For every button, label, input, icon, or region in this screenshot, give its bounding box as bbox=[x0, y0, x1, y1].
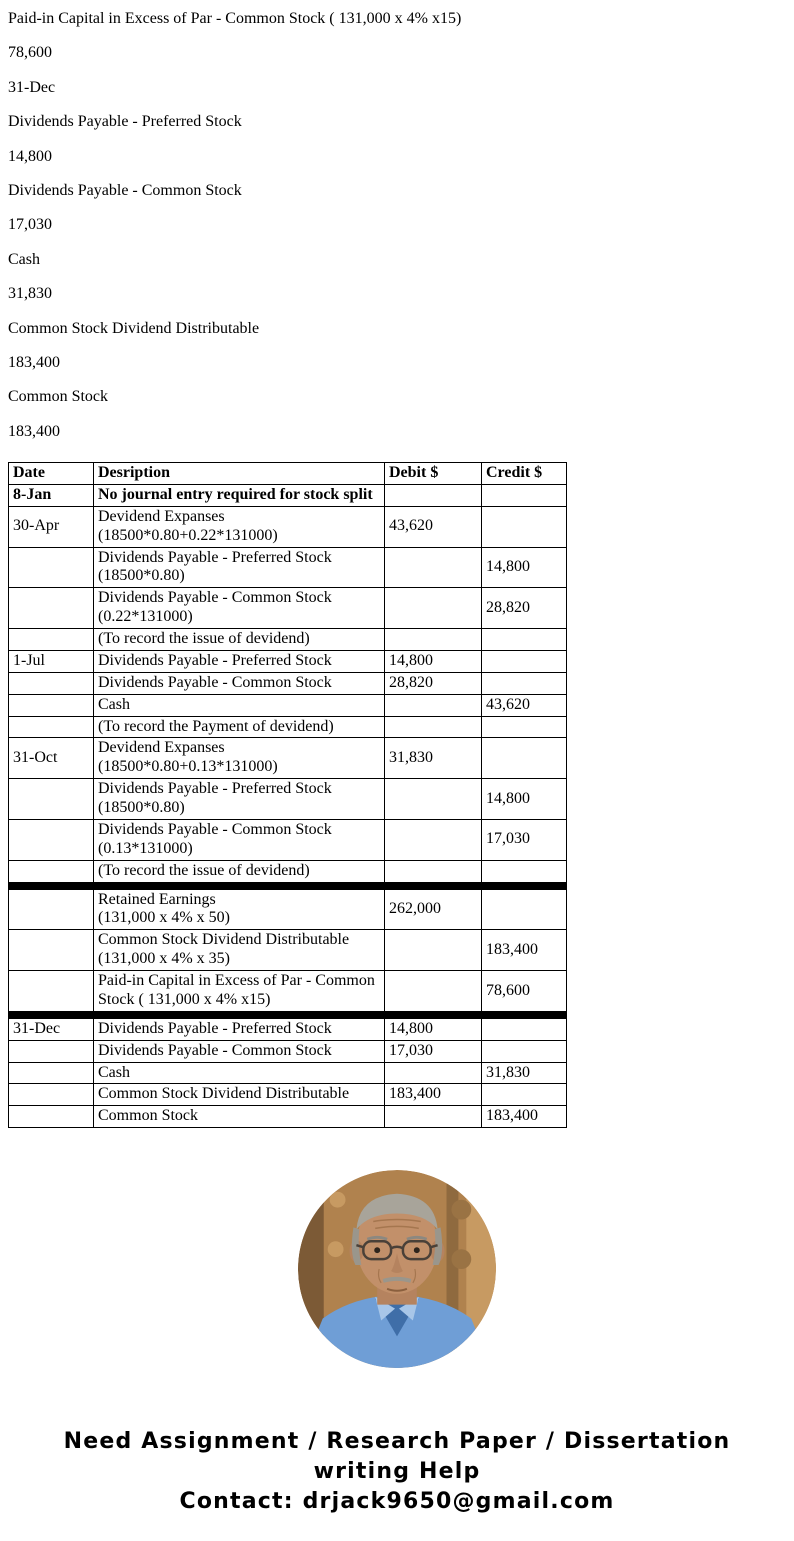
description-cell bbox=[94, 716, 385, 738]
credit-cell: 14,800 bbox=[482, 547, 567, 588]
table-row bbox=[9, 650, 567, 672]
date-cell bbox=[9, 547, 94, 588]
description-formula: (18500*0.80+0.22*131000) bbox=[98, 526, 278, 544]
description-text: No journal entry required for stock split bbox=[98, 485, 373, 503]
date-cell bbox=[9, 971, 94, 1012]
table-row bbox=[9, 860, 567, 882]
avatar-section bbox=[8, 1170, 786, 1373]
intro-line: Cash bbox=[8, 250, 40, 268]
table-row bbox=[9, 588, 567, 629]
description-formula: (18500*0.80+0.13*131000) bbox=[98, 758, 278, 776]
promo-line-2: writing Help bbox=[313, 1459, 481, 1485]
debit-cell bbox=[385, 779, 482, 820]
intro-line: 31,830 bbox=[8, 285, 52, 303]
description-cell bbox=[94, 819, 385, 860]
description-text: Dividends Payable - Preferred Stock bbox=[98, 780, 332, 798]
description-text: Common Stock bbox=[98, 1107, 199, 1125]
description-text: (To record the Payment of devidend) bbox=[98, 717, 334, 735]
date-cell: 1-Jul bbox=[9, 650, 94, 672]
date-cell bbox=[9, 1084, 94, 1106]
description-cell bbox=[94, 1106, 385, 1128]
intro-section bbox=[8, 10, 786, 441]
description-cell bbox=[94, 694, 385, 716]
debit-cell: 28,820 bbox=[385, 672, 482, 694]
description-cell bbox=[94, 860, 385, 882]
table-row bbox=[9, 506, 567, 547]
table-row bbox=[9, 1106, 567, 1128]
debit-cell bbox=[385, 716, 482, 738]
credit-cell bbox=[482, 1018, 567, 1040]
credit-cell: 14,800 bbox=[482, 779, 567, 820]
description-text: Devidend Expanses bbox=[98, 739, 225, 757]
date-cell bbox=[9, 889, 94, 930]
debit-cell: 31,830 bbox=[385, 738, 482, 779]
description-text: Dividends Payable - Preferred Stock bbox=[98, 1019, 332, 1037]
description-cell bbox=[94, 588, 385, 629]
description-cell bbox=[94, 1084, 385, 1106]
credit-cell bbox=[482, 860, 567, 882]
debit-cell bbox=[385, 484, 482, 506]
intro-line: 31-Dec bbox=[8, 78, 56, 96]
date-cell: 31-Dec bbox=[9, 1018, 94, 1040]
description-formula: (18500*0.80) bbox=[98, 567, 185, 585]
description-text: Dividends Payable - Preferred Stock bbox=[98, 651, 332, 669]
debit-cell bbox=[385, 547, 482, 588]
description-text: (To record the issue of devidend) bbox=[98, 861, 310, 879]
tutor-avatar-photo bbox=[298, 1170, 496, 1368]
debit-cell bbox=[385, 629, 482, 651]
debit-cell bbox=[385, 588, 482, 629]
description-text: Dividends Payable - Common Stock bbox=[98, 673, 332, 691]
journal-entries-table bbox=[8, 462, 567, 1128]
header-debit: Debit $ bbox=[385, 463, 482, 485]
date-cell bbox=[9, 1062, 94, 1084]
table-row bbox=[9, 629, 567, 651]
date-cell bbox=[9, 694, 94, 716]
intro-line: Dividends Payable - Common Stock bbox=[8, 181, 242, 199]
table-row bbox=[9, 738, 567, 779]
description-formula: (0.22*131000) bbox=[98, 608, 193, 626]
intro-line: Paid-in Capital in Excess of Par - Common Stock ( 131,000 x 4% x15) bbox=[8, 10, 462, 27]
description-text: Retained Earnings bbox=[98, 890, 216, 908]
table-row bbox=[9, 889, 567, 930]
promo-contact-email: Contact: drjack9650@gmail.com bbox=[179, 1489, 615, 1515]
table-row bbox=[9, 672, 567, 694]
table-row bbox=[9, 484, 567, 506]
credit-cell bbox=[482, 650, 567, 672]
table-row bbox=[9, 694, 567, 716]
table-row bbox=[9, 971, 567, 1012]
table-row bbox=[9, 1040, 567, 1062]
date-cell: 30-Apr bbox=[9, 506, 94, 547]
table-row bbox=[9, 1018, 567, 1040]
intro-line: 183,400 bbox=[8, 422, 60, 440]
journal-table-body bbox=[9, 484, 567, 1127]
promo-line-1: Need Assignment / Research Paper / Dissertation bbox=[63, 1429, 731, 1455]
intro-line: Dividends Payable - Preferred Stock bbox=[8, 113, 242, 131]
description-cell bbox=[94, 672, 385, 694]
separator-cell bbox=[9, 882, 567, 889]
description-cell bbox=[94, 484, 385, 506]
table-row bbox=[9, 547, 567, 588]
description-cell bbox=[94, 738, 385, 779]
description-text: Dividends Payable - Common Stock bbox=[98, 1041, 332, 1059]
table-row bbox=[9, 819, 567, 860]
description-text: Devidend Expanses bbox=[98, 507, 225, 525]
date-cell: 8-Jan bbox=[9, 484, 94, 506]
table-row bbox=[9, 930, 567, 971]
description-cell bbox=[94, 650, 385, 672]
credit-cell bbox=[482, 629, 567, 651]
description-cell bbox=[94, 930, 385, 971]
page-content bbox=[0, 10, 794, 1541]
date-cell bbox=[9, 819, 94, 860]
date-cell bbox=[9, 779, 94, 820]
description-text: Cash bbox=[98, 1063, 130, 1081]
credit-cell bbox=[482, 716, 567, 738]
header-date: Date bbox=[9, 463, 94, 485]
intro-line: Common Stock Dividend Distributable bbox=[8, 319, 260, 337]
date-cell bbox=[9, 1106, 94, 1128]
intro-line: 14,800 bbox=[8, 147, 52, 165]
separator-cell bbox=[9, 1011, 567, 1018]
description-cell bbox=[94, 779, 385, 820]
description-text: (To record the issue of devidend) bbox=[98, 630, 310, 648]
description-cell bbox=[94, 889, 385, 930]
description-formula: (131,000 x 4% x 50) bbox=[98, 909, 230, 927]
debit-cell: 183,400 bbox=[385, 1084, 482, 1106]
debit-cell bbox=[385, 860, 482, 882]
section-separator-row bbox=[9, 882, 567, 889]
debit-cell bbox=[385, 1106, 482, 1128]
description-text: Common Stock Dividend Distributable bbox=[98, 931, 350, 949]
table-header-row bbox=[9, 463, 567, 485]
debit-cell bbox=[385, 971, 482, 1012]
description-text: Common Stock Dividend Distributable bbox=[98, 1085, 350, 1103]
date-cell bbox=[9, 1040, 94, 1062]
debit-cell bbox=[385, 694, 482, 716]
promo-footer bbox=[8, 1427, 786, 1541]
debit-cell bbox=[385, 930, 482, 971]
credit-cell: 78,600 bbox=[482, 971, 567, 1012]
table-row bbox=[9, 1062, 567, 1084]
description-cell bbox=[94, 547, 385, 588]
description-text: Cash bbox=[98, 695, 130, 713]
table-row bbox=[9, 716, 567, 738]
credit-cell bbox=[482, 738, 567, 779]
table-row bbox=[9, 1084, 567, 1106]
intro-line: 183,400 bbox=[8, 353, 60, 371]
description-text: Dividends Payable - Preferred Stock bbox=[98, 548, 332, 566]
header-description: Desription bbox=[94, 463, 385, 485]
credit-cell: 183,400 bbox=[482, 930, 567, 971]
credit-cell: 183,400 bbox=[482, 1106, 567, 1128]
header-credit: Credit $ bbox=[482, 463, 567, 485]
description-formula: (18500*0.80) bbox=[98, 799, 185, 817]
description-text: Dividends Payable - Common Stock bbox=[98, 589, 332, 607]
date-cell bbox=[9, 716, 94, 738]
credit-cell: 31,830 bbox=[482, 1062, 567, 1084]
credit-cell: 28,820 bbox=[482, 588, 567, 629]
credit-cell bbox=[482, 672, 567, 694]
description-cell bbox=[94, 1018, 385, 1040]
date-cell bbox=[9, 588, 94, 629]
debit-cell: 262,000 bbox=[385, 889, 482, 930]
section-separator-row bbox=[9, 1011, 567, 1018]
description-cell bbox=[94, 971, 385, 1012]
description-cell bbox=[94, 1062, 385, 1084]
debit-cell: 14,800 bbox=[385, 650, 482, 672]
debit-cell: 17,030 bbox=[385, 1040, 482, 1062]
date-cell bbox=[9, 860, 94, 882]
credit-cell bbox=[482, 889, 567, 930]
table-row bbox=[9, 779, 567, 820]
credit-cell bbox=[482, 506, 567, 547]
intro-line: Common Stock bbox=[8, 388, 109, 406]
description-formula: (0.13*131000) bbox=[98, 839, 193, 857]
credit-cell bbox=[482, 1040, 567, 1062]
description-cell bbox=[94, 506, 385, 547]
date-cell: 31-Oct bbox=[9, 738, 94, 779]
credit-cell bbox=[482, 1084, 567, 1106]
description-cell bbox=[94, 629, 385, 651]
date-cell bbox=[9, 629, 94, 651]
description-cell bbox=[94, 1040, 385, 1062]
description-text: Paid-in Capital in Excess of Par - Common Stock ( 131,000 x 4% x15) bbox=[98, 972, 375, 1008]
debit-cell: 14,800 bbox=[385, 1018, 482, 1040]
date-cell bbox=[9, 930, 94, 971]
debit-cell: 43,620 bbox=[385, 506, 482, 547]
debit-cell bbox=[385, 819, 482, 860]
credit-cell bbox=[482, 484, 567, 506]
description-text: Dividends Payable - Common Stock bbox=[98, 820, 332, 838]
intro-line: 17,030 bbox=[8, 216, 52, 234]
intro-line: 78,600 bbox=[8, 44, 52, 62]
date-cell bbox=[9, 672, 94, 694]
credit-cell: 17,030 bbox=[482, 819, 567, 860]
debit-cell bbox=[385, 1062, 482, 1084]
credit-cell: 43,620 bbox=[482, 694, 567, 716]
description-formula: (131,000 x 4% x 35) bbox=[98, 950, 230, 968]
